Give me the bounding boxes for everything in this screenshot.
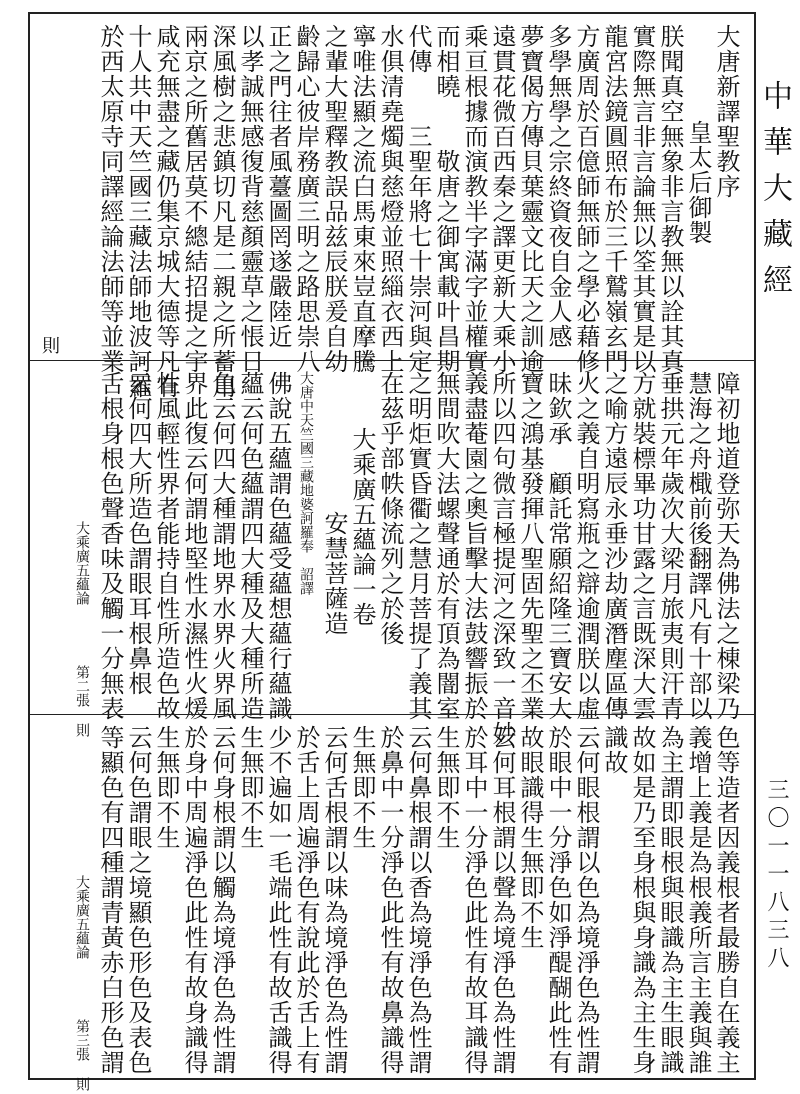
- text-column: 代傳 三聖年將七十崇河與定: [404, 24, 432, 374]
- text-column: 識故: [600, 725, 628, 775]
- text-column: 少不遍如一毛端此性有故舌識得: [264, 725, 292, 1075]
- text-columns: [40, 24, 740, 399]
- collection-title: 中華大藏經: [757, 80, 792, 310]
- text-column: 十人共中天竺國三藏法師地波訶羅: [124, 24, 152, 399]
- text-column: 大乘廣五蘊論一卷: [348, 427, 376, 627]
- text-column: 以孝誠無感復背慈顏靈草之悵日: [236, 24, 264, 374]
- text-column: 寶之鴻基發揮八聖固先聖之丕業: [516, 371, 544, 721]
- text-column: 齡歸心彼岸務廣三明之路思崇八: [292, 24, 320, 374]
- text-column: 乘亘根據而演教半字滿字並權實: [460, 24, 488, 374]
- footer-title: 大乘廣五蘊論: [74, 521, 90, 605]
- text-column: 大唐中天竺國三藏地婆訶羅奉 詔譯: [298, 371, 314, 595]
- panel-footer: [68, 371, 96, 737]
- text-column: 於眼中一分淨色如淨醍醐此性有: [544, 725, 572, 1075]
- text-column: 義盡菴園之奧旨擊大法鼓響振於: [460, 371, 488, 721]
- panel-bottom: [30, 714, 754, 1091]
- text-column: 所以四句微言極提河之深致一音妙: [488, 371, 516, 746]
- text-column: 慧海之舟檝前後翻譯凡有十部以: [684, 371, 712, 721]
- text-column: 於西太原寺同譯經論法師等並業: [96, 24, 124, 374]
- text-column: 無間吹大法螺聲通於有頂為闇室: [432, 371, 460, 721]
- text-column: 云何身根謂以觸為境淨色為性謂: [208, 725, 236, 1075]
- text-column: 之輩大聖釋教誤品兹辰朕爰自幼: [320, 24, 348, 374]
- text-column: 垂拱元年歲次大梁月旅夷則汗青: [656, 371, 684, 721]
- page-number: 三〇一一八三八: [764, 778, 789, 974]
- text-column: 兩京之所舊居莫不總結招提之宇: [180, 24, 208, 374]
- text-column: 生無即不生: [432, 725, 460, 850]
- text-column: 等顯色有四種謂青黃赤白形色謂: [96, 725, 124, 1075]
- text-column: 為主謂即眼根與眼識為主生眼識: [656, 725, 684, 1075]
- text-column: 正之門往者風薹圖罔遂嚴陸近: [264, 24, 292, 349]
- footer-title: 大乘廣五蘊論: [74, 875, 90, 959]
- text-column: 寧唯法顯之流白馬東來豈直摩騰: [348, 24, 376, 374]
- text-column: 義增上義是為根義所言主義與誰: [684, 725, 712, 1075]
- text-column: 龍宮法鏡圓照布於三千鷲嶺玄門: [600, 24, 628, 374]
- text-column: 生無即不生: [348, 725, 376, 850]
- text-column: 云何耳根謂以聲為境淨色為性謂: [488, 725, 516, 1075]
- text-column: 實際無言非言論無以筌其實是以: [628, 24, 656, 374]
- text-column: 云何舌根謂以味為境淨色為性謂: [320, 725, 348, 1075]
- text-column: 方廣周於百億師無師之學必藉修: [572, 24, 600, 374]
- text-column: 生無即不生: [236, 725, 264, 850]
- text-column: 性風輕性界者能持自性所造色故: [152, 371, 180, 721]
- text-column: 云何四大所造色謂眼耳根鼻根: [124, 371, 152, 696]
- footer-mark: 則: [74, 1077, 90, 1091]
- text-column: 之喻方遠辰永垂沙劫廣潛塵區傳: [600, 371, 628, 721]
- text-column: 咸充無盡之藏仍集京城大德等凡有: [152, 24, 180, 399]
- panel-footer: [68, 725, 96, 1091]
- text-column: 佛說五蘊謂色蘊受蘊想蘊行蘊識: [264, 371, 292, 721]
- text-column: 障初地道登弥天為佛法之棟梁乃: [712, 371, 740, 721]
- text-column: 云何眼根謂以色為境淨色為性謂: [572, 725, 600, 1075]
- text-column: 方就裝標畢功甘露之言既深大雲: [628, 371, 656, 721]
- text-column: 色等造者因義根者最勝自在義主: [712, 725, 740, 1075]
- page-frame: [28, 12, 756, 1091]
- text-column: 在茲乎部帙條流列之於後: [376, 371, 404, 646]
- text-column: 朕聞真空無象非言教無以詮其真: [656, 24, 684, 374]
- text-column: 於舌上周遍淨色有說此於舌上有: [292, 725, 320, 1075]
- text-column: 皇太后御製: [684, 120, 712, 245]
- text-column: 夢寶偈方傳貝葉靈文比天之訓逾: [516, 24, 544, 374]
- text-column: 火之義自明寫瓶之辯逾潤朕以虛: [572, 371, 600, 721]
- text-column: 故眼識得生無即不生: [516, 725, 544, 950]
- panel-middle: [30, 360, 754, 746]
- text-column: 於耳中一分淨色此性有故耳識得: [460, 725, 488, 1075]
- text-columns: [40, 371, 740, 746]
- text-column: 安慧菩薩造: [320, 511, 348, 636]
- text-column: 而相曉 敬唐之御寓載叶昌期: [432, 24, 460, 374]
- text-column: 之明炬實昏衢之慧月菩提了義其: [404, 371, 432, 721]
- text-column: 云何鼻根謂以香為境淨色為性謂: [404, 725, 432, 1075]
- text-column: 水俱清堯燭與慈燈並照緇衣西上: [376, 24, 404, 374]
- footer-mark: 則: [74, 723, 90, 737]
- text-column: 蘊云何色蘊謂四大種及大種所造: [236, 371, 264, 721]
- text-columns: [40, 725, 740, 1091]
- text-column: 云何色謂眼之境顯色形色及表色: [124, 725, 152, 1075]
- text-column: 色云何四大種謂地界水界火界風: [208, 371, 236, 721]
- text-column: 於身中周遍淨色此性有故身識得: [180, 725, 208, 1075]
- text-column: 舌根身根色聲香味及觸一分無表: [96, 371, 124, 721]
- text-column: 於鼻中一分淨色此性有故鼻識得: [376, 725, 404, 1075]
- panel-top: [30, 14, 754, 399]
- text-column: 生無即不生: [152, 725, 180, 850]
- panel-mark: 則: [42, 336, 60, 357]
- text-column: 深風樹之悲鎮切凡是二親之所蓄用: [208, 24, 236, 399]
- text-column: 故如是乃至身根與身識為主生身: [628, 725, 656, 1075]
- text-column: 昧欽承 顧託常願紹隆三寶安大: [544, 371, 572, 721]
- footer-sheet: 第二張: [74, 665, 90, 707]
- text-column: 大唐新譯聖教序: [712, 24, 740, 199]
- text-column: 遠貫花微百西秦之譯更新大乘小: [488, 24, 516, 374]
- text-column: 多學無學之宗終資夜自金人感: [544, 24, 572, 349]
- footer-sheet: 第三張: [74, 1019, 90, 1061]
- text-column: 界此復云何謂地堅性水濕性火煖: [180, 371, 208, 721]
